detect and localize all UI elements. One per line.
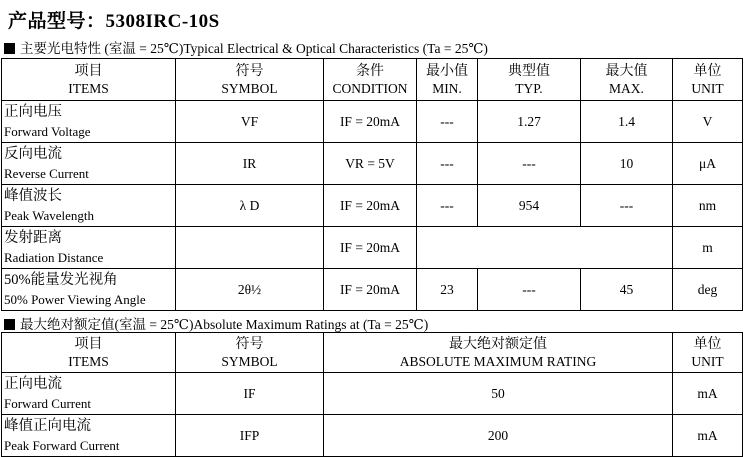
header-symbol: 符号 SYMBOL (176, 333, 324, 373)
section-heading-text: 主要光电特性 (室温 = 25℃)Typical Electrical & Optical Characteristics (Ta = 25℃) (20, 41, 488, 56)
symbol-cell: λ D (176, 185, 324, 227)
table-row (2, 269, 743, 311)
table-row (2, 227, 743, 269)
unit-cell: mA (673, 373, 743, 415)
table-row (2, 101, 743, 143)
item-cell: 反向电流 Reverse Current (2, 143, 176, 185)
condition-cell: IF = 20mA (324, 227, 417, 269)
header-unit: 单位 UNIT (673, 59, 743, 101)
table-row (2, 143, 743, 185)
header-items: 项目 ITEMS (2, 333, 176, 373)
item-cell: 发射距离 Radiation Distance (2, 227, 176, 269)
table-row (2, 415, 743, 457)
unit-cell: nm (673, 185, 743, 227)
header-typ: 典型值 TYP. (478, 59, 581, 101)
header-row (2, 59, 743, 101)
header-row (2, 333, 743, 373)
header-items: 项目 ITEMS (2, 59, 176, 101)
unit-cell: mA (673, 415, 743, 457)
typ-cell: 1.27 (478, 101, 581, 143)
square-bullet-icon (4, 319, 15, 330)
max-cell: 10 (581, 143, 673, 185)
symbol-cell: VF (176, 101, 324, 143)
header-min: 最小值 MIN. (417, 59, 478, 101)
item-cell: 正向电流 Forward Current (2, 373, 176, 415)
typ-cell: --- (478, 143, 581, 185)
symbol-cell: 2θ½ (176, 269, 324, 311)
typ-cell: 954 (478, 185, 581, 227)
min-cell: 23 (417, 269, 478, 311)
table-row (2, 373, 743, 415)
value-cell (417, 227, 673, 269)
symbol-cell: IF (176, 373, 324, 415)
item-cell: 50%能量发光视角 50% Power Viewing Angle (2, 269, 176, 311)
header-unit: 单位 UNIT (673, 333, 743, 373)
item-cell: 峰值波长 Peak Wavelength (2, 185, 176, 227)
unit-cell: V (673, 101, 743, 143)
item-cell: 峰值正向电流 Peak Forward Current (2, 415, 176, 457)
section-heading-max-ratings (4, 313, 428, 333)
unit-cell: μA (673, 143, 743, 185)
max-cell: --- (581, 185, 673, 227)
min-cell: --- (417, 143, 478, 185)
rating-cell: 200 (324, 415, 673, 457)
typ-cell: --- (478, 269, 581, 311)
condition-cell: IF = 20mA (324, 185, 417, 227)
header-condition: 条件 CONDITION (324, 59, 417, 101)
characteristics-table (1, 58, 743, 311)
min-cell: --- (417, 185, 478, 227)
section-heading-characteristics (4, 37, 488, 57)
condition-cell: IF = 20mA (324, 269, 417, 311)
product-title: 产品型号：5308IRC-10S (8, 11, 220, 32)
symbol-cell: IFP (176, 415, 324, 457)
header-symbol: 符号 SYMBOL (176, 59, 324, 101)
unit-cell: m (673, 227, 743, 269)
symbol-cell: IR (176, 143, 324, 185)
max-ratings-table (1, 332, 743, 457)
max-cell: 45 (581, 269, 673, 311)
rating-cell: 50 (324, 373, 673, 415)
max-cell: 1.4 (581, 101, 673, 143)
header-rating: 最大绝对额定值 ABSOLUTE MAXIMUM RATING (324, 333, 673, 373)
min-cell: --- (417, 101, 478, 143)
header-max: 最大值 MAX. (581, 59, 673, 101)
square-bullet-icon (4, 43, 15, 54)
item-cell: 正向电压 Forward Voltage (2, 101, 176, 143)
symbol-cell (176, 227, 324, 269)
section-heading-text: 最大绝对额定值(室温 = 25℃)Absolute Maximum Ratings at (Ta = 25℃) (20, 317, 429, 332)
table-row (2, 185, 743, 227)
condition-cell: VR = 5V (324, 143, 417, 185)
unit-cell: deg (673, 269, 743, 311)
condition-cell: IF = 20mA (324, 101, 417, 143)
